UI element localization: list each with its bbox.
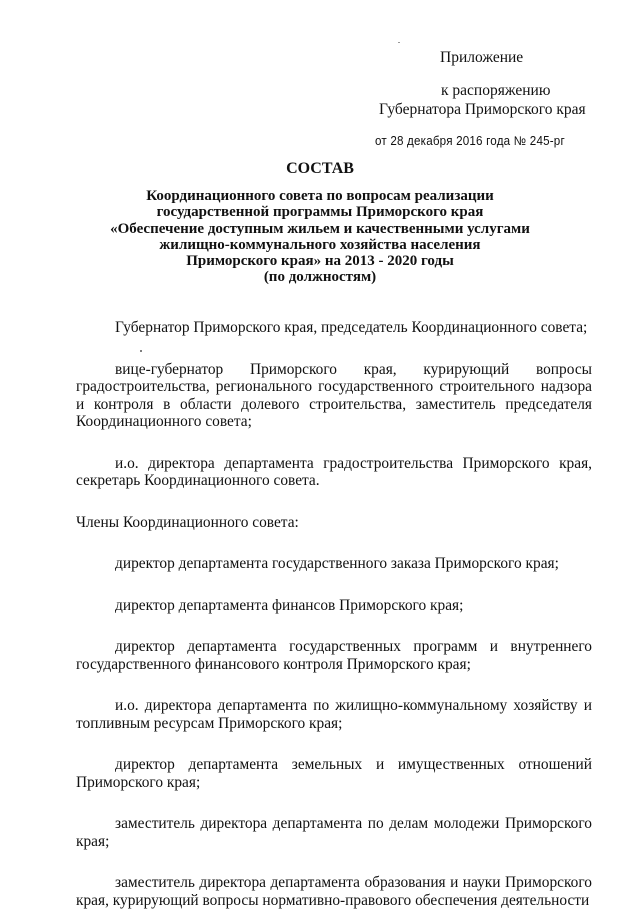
order-date-number: от 28 декабря 2016 года № 245-рг bbox=[375, 134, 565, 148]
subtitle-line: жилищно-коммунального хозяйства населения bbox=[159, 236, 481, 253]
paragraph-member: директор департамента земельных и имущественных отношений Приморского края; bbox=[76, 756, 592, 791]
subtitle-line: государственной программы Приморского края bbox=[156, 204, 484, 221]
appendix-header bbox=[375, 48, 615, 151]
subtitle-line: Приморского края» на 2013 - 2020 годы bbox=[186, 253, 454, 270]
subtitle-line: «Обеспечение доступным жильем и качественными услугами bbox=[110, 220, 530, 237]
subtitle-line: (по должностям) bbox=[263, 269, 377, 286]
order-reference: к распоряжению bbox=[441, 82, 551, 99]
issuer: Губернатора Приморского края bbox=[379, 101, 586, 118]
paragraph-member: директор департамента государственных программ и внутреннего государственного финансового контроля Приморского края; bbox=[76, 638, 592, 673]
document-body bbox=[76, 319, 592, 909]
document-subtitle bbox=[100, 188, 540, 286]
paragraph-chairman: Губернатор Приморского края, председатель Координационного совета; bbox=[115, 319, 588, 336]
paragraph-deputy-chairman: вице-губернатор Приморского края, курирующий вопросы градостроительства, регионального государственного строительного надзора и контроля в области долевого строительства, заместитель председателя Координационного совета; bbox=[76, 360, 592, 430]
paragraph-member: заместитель директора департамента по делам молодежи Приморского края; bbox=[76, 815, 592, 850]
paragraph-member: и.о. директора департамента по жилищно-коммунальному хозяйству и топливным ресурсам Приморского края; bbox=[76, 697, 592, 732]
paragraph-member: директор департамента государственного заказа Приморского края; bbox=[115, 555, 559, 572]
paragraph-member: заместитель директора департамента образования и науки Приморского края, курирующий вопросы нормативно-правового обеспечения деятельности bbox=[76, 874, 592, 909]
appendix-label: Приложение bbox=[440, 49, 524, 66]
paragraph-secretary: и.о. директора департамента градостроительства Приморского края, секретарь Координационного совета. bbox=[76, 454, 592, 489]
subtitle-line: Координационного совета по вопросам реализации bbox=[146, 188, 494, 204]
scan-artifact bbox=[398, 42, 400, 43]
members-heading: Члены Координационного совета: bbox=[76, 513, 299, 531]
paragraph-member: директор департамента финансов Приморского края; bbox=[115, 596, 464, 614]
document-title: СОСТАВ bbox=[286, 160, 354, 177]
